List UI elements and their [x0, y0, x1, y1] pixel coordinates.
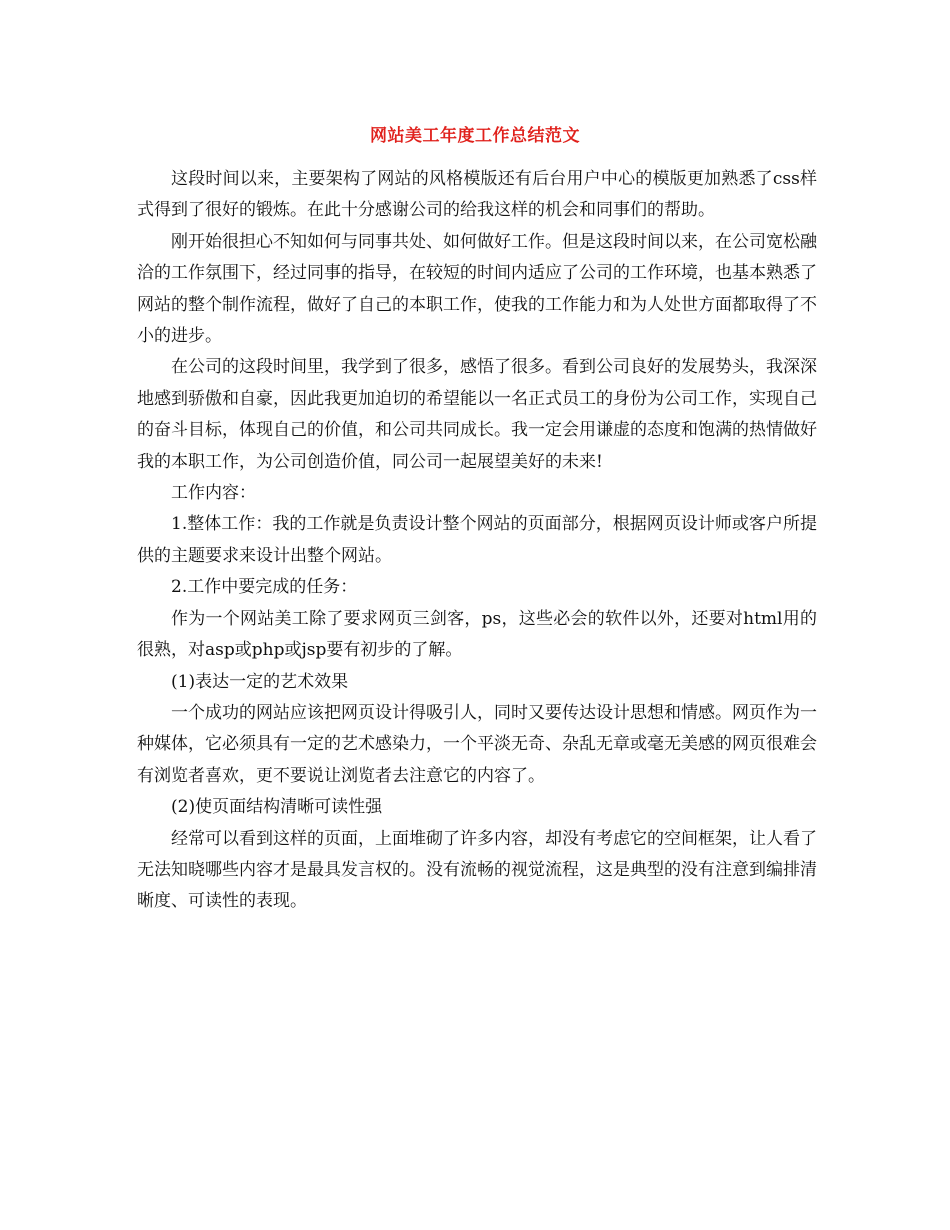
subsection-heading: (2)使页面结构清晰可读性强 — [171, 797, 383, 818]
paragraph: 1.整体工作：我的工作就是负责设计整个网站的页面部分，根据网页设计师或客户所提供的主题要求来设计出整个网站。 — [137, 514, 817, 566]
paragraph: 刚开始很担心不知如何与同事共处、如何做好工作。但是这段时间以来，在公司宽松融洽的工作氛围下，经过同事的指导，在较短的时间内适应了公司的工作环境，也基本熟悉了网站的整个制作流程，做好了自己的本职工作，使我的工作能力和为人处世方面都取得了不小的进步。 — [137, 231, 817, 347]
paragraph: 经常可以看到这样的页面，上面堆砌了许多内容，却没有考虑它的空间框架，让人看了无法知晓哪些内容才是最具发言权的。没有流畅的视觉流程，这是典型的没有注意到编排清晰度、可读性的表现。 — [137, 828, 817, 912]
section-heading: 2.工作中要完成的任务： — [171, 577, 358, 598]
subsection-heading: (1)表达一定的艺术效果 — [171, 671, 349, 692]
paragraph: 这段时间以来，主要架构了网站的风格模版还有后台用户中心的模版更加熟悉了css样式得到了很好的锻炼。在此十分感谢公司的给我这样的机会和同事们的帮助。 — [137, 169, 817, 221]
document-body — [137, 164, 817, 918]
paragraph: 在公司的这段时间里，我学到了很多，感悟了很多。看到公司良好的发展势头，我深深地感到骄傲和自豪，因此我更加迫切的希望能以一名正式员工的身份为公司工作，实现自己的奋斗目标，体现自己的价值，和公司共同成长。我一定会用谦虚的态度和饱满的热情做好我的本职工作，为公司创造价值，同公司一起展望美好的未来! — [137, 357, 817, 472]
document-title: 网站美工年度工作总结范文 — [370, 126, 580, 146]
paragraph: 作为一个网站美工除了要求网页三剑客，ps，这些必会的软件以外，还要对html用的很熟，对asp或php或jsp要有初步的了解。 — [137, 608, 817, 661]
paragraph: 一个成功的网站应该把网页设计得吸引人，同时又要传达设计思想和情感。网页作为一种媒体，它必须具有一定的艺术感染力，一个平淡无奇、杂乱无章或毫无美感的网页很难会有浏览者喜欢，更不要说让浏览者去注意它的内容了。 — [137, 702, 817, 786]
section-heading: 工作内容： — [171, 483, 256, 504]
